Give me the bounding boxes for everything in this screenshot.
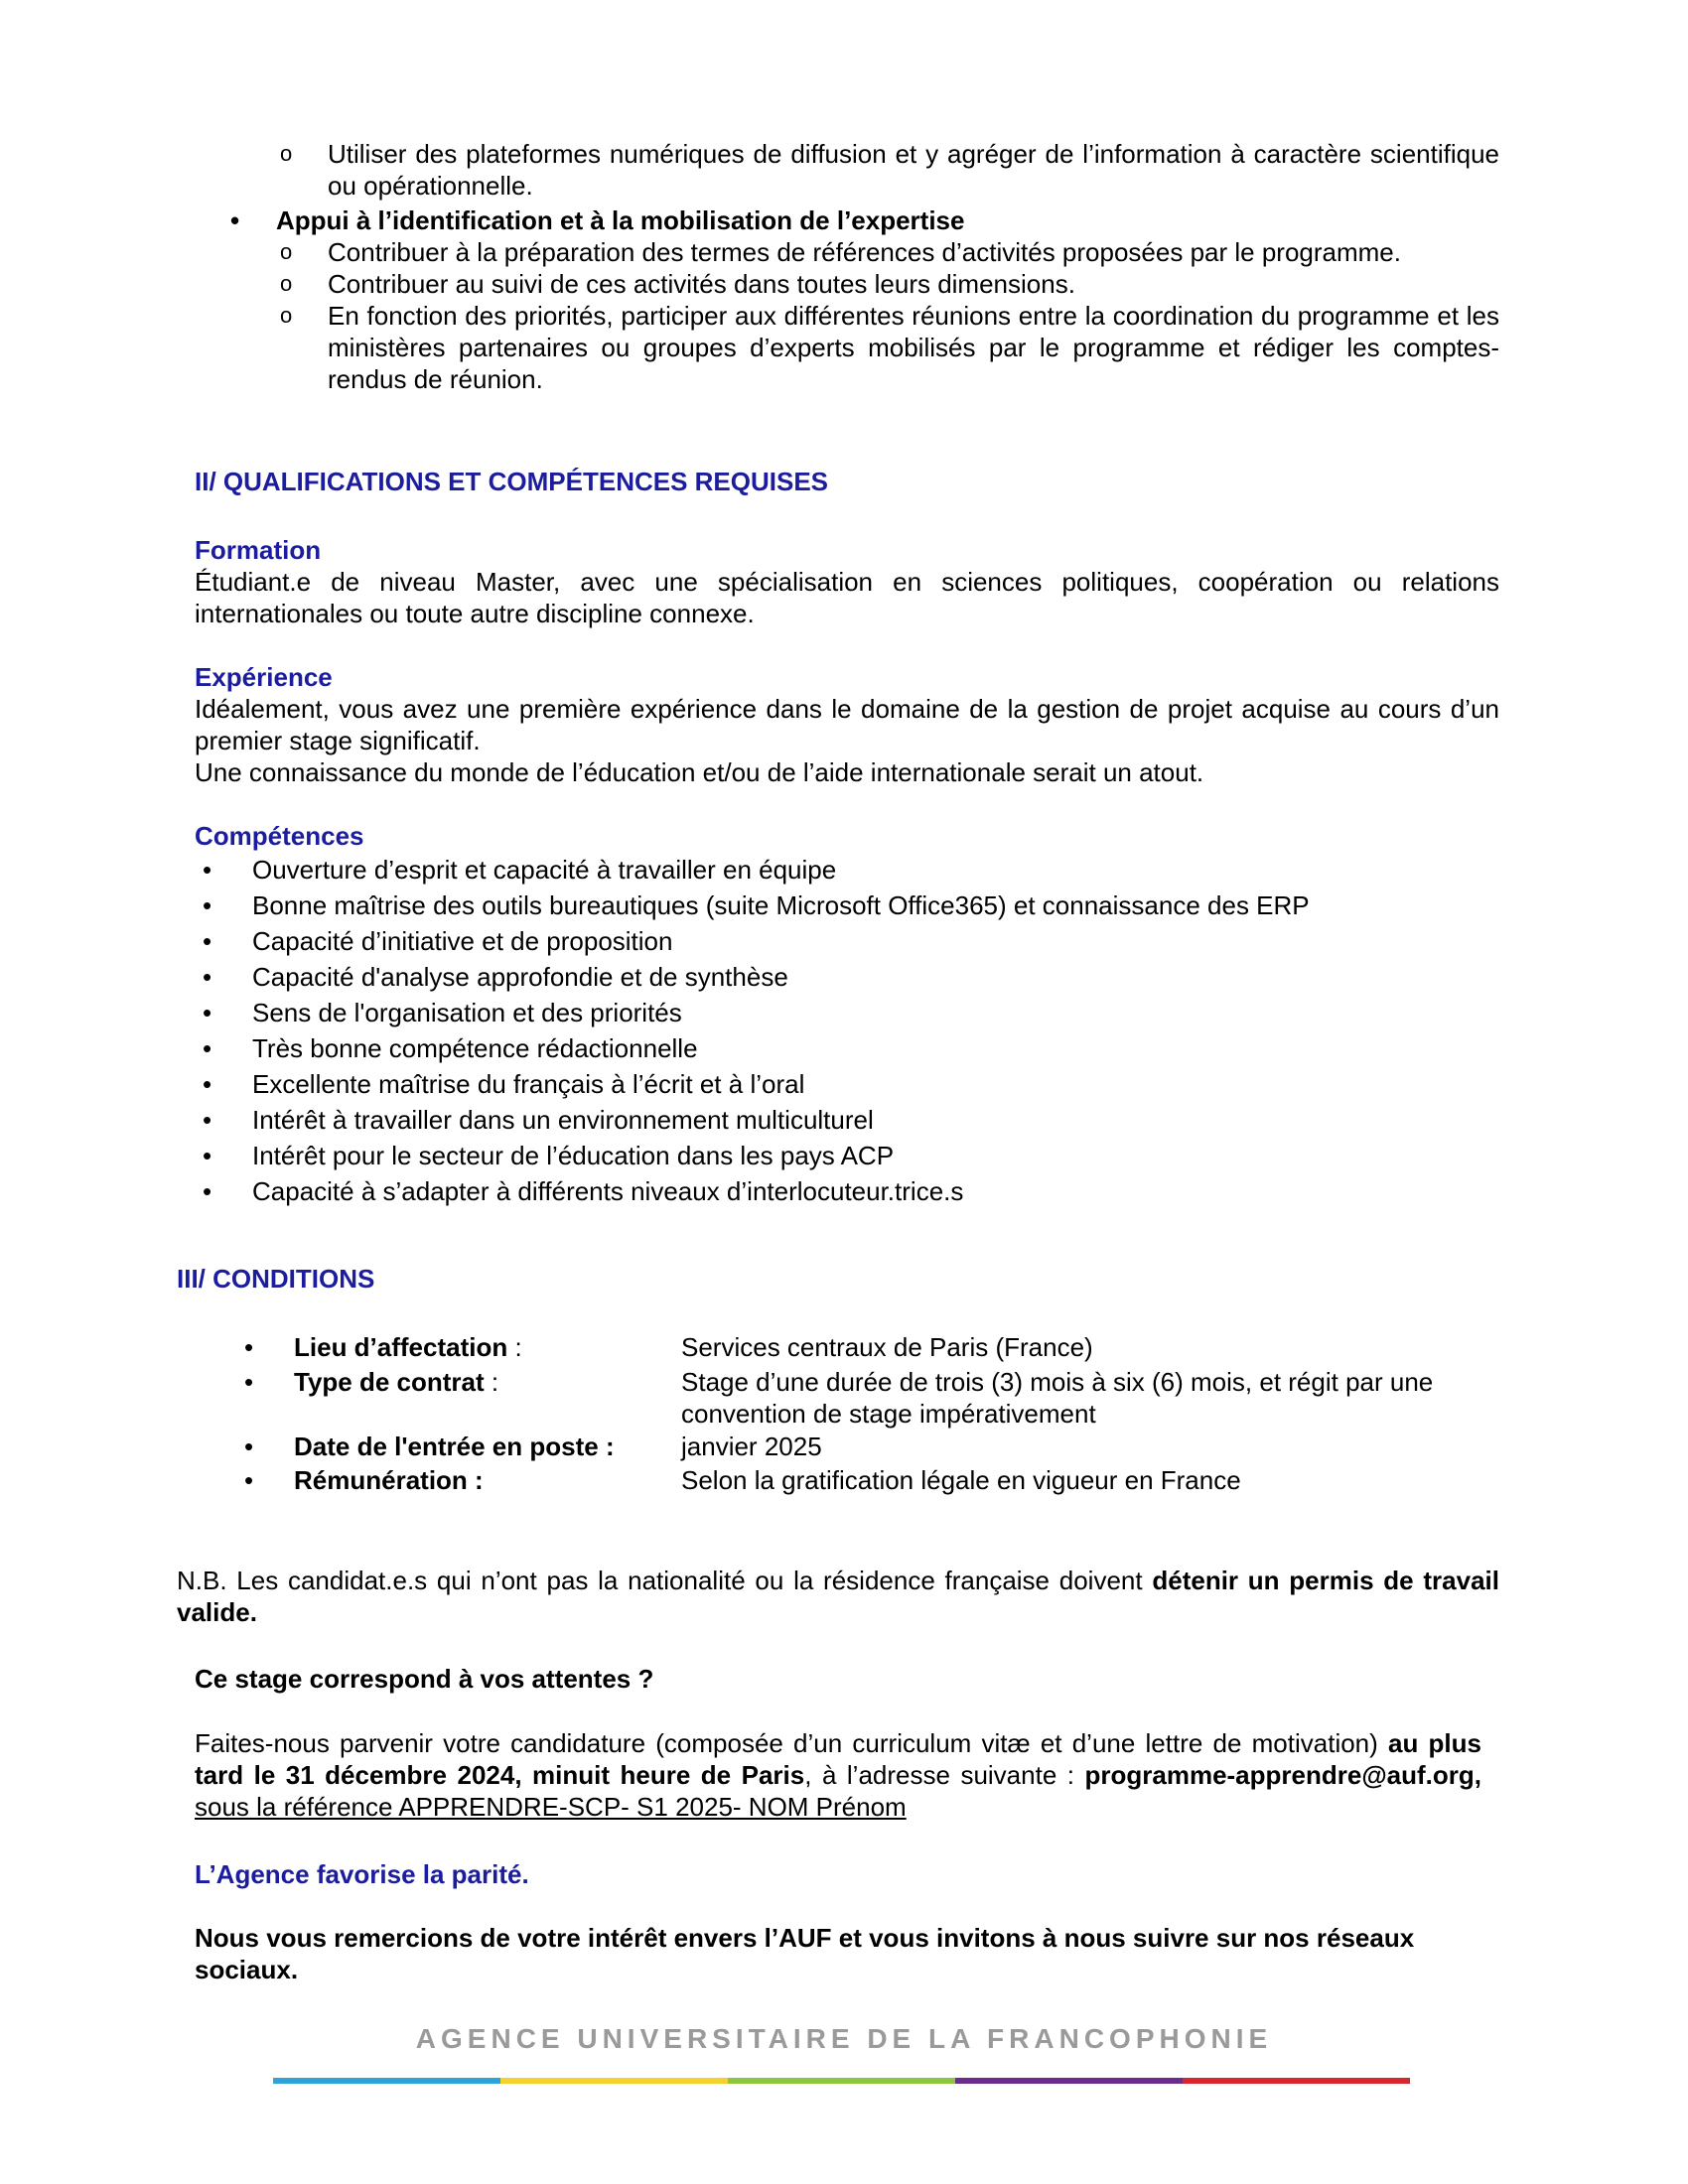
competence-item bbox=[203, 1032, 698, 1064]
sub-bullet-marker: o bbox=[280, 239, 293, 264]
competence-text: Sens de l'organisation et des priorités bbox=[252, 998, 682, 1027]
competence-text: Excellente maîtrise du français à l’écrit et à l’oral bbox=[252, 1069, 805, 1099]
task-sub-item-text: Contribuer à la préparation des termes de références d’activités proposées par le programme. bbox=[328, 237, 1401, 267]
experience-text: Idéalement, vous avez une première expérience dans le domaine de la gestion de projet acquise au cours d’un premier stage significatif. bbox=[195, 694, 1499, 755]
condition-label: Date de l'entrée en poste : bbox=[294, 1432, 615, 1461]
formation-text: Étudiant.e de niveau Master, avec une spécialisation en sciences politiques, coopération ou relations internationales ou toute autre discipline connexe. bbox=[195, 567, 1499, 628]
bullet-marker: • bbox=[203, 1033, 212, 1063]
thanks-statement: Nous vous remercions de votre intérêt envers l’AUF et vous invitons à nous suivre sur nos réseaux sociaux. bbox=[195, 1923, 1415, 1984]
condition-value: Services centraux de Paris (France) bbox=[681, 1332, 1093, 1362]
footer-bar-segment bbox=[728, 2078, 955, 2084]
application-question: Ce stage correspond à vos attentes ? bbox=[195, 1664, 654, 1694]
task-sub-item bbox=[280, 236, 1499, 268]
bullet-marker: • bbox=[244, 1432, 254, 1461]
competence-text: Bonne maîtrise des outils bureautiques (suite Microsoft Office365) et connaissance des ERP bbox=[252, 890, 1310, 920]
task-sub-item bbox=[280, 300, 1499, 395]
competence-item bbox=[203, 925, 673, 957]
condition-row bbox=[244, 1464, 1505, 1496]
bullet-marker: • bbox=[203, 1176, 212, 1206]
task-sub-item-text: En fonction des priorités, participer aux différentes réunions entre la coordination du programme et les ministères partenaires ou groupes d’experts mobilisés par le programme et rédiger les comptes-rendus de réunion. bbox=[328, 301, 1499, 394]
competence-text: Intérêt à travailler dans un environnement multiculturel bbox=[252, 1105, 874, 1135]
footer-bar-segment bbox=[273, 2078, 500, 2084]
competence-text: Ouverture d’esprit et capacité à travailler en équipe bbox=[252, 855, 837, 885]
condition-row bbox=[244, 1366, 1505, 1429]
sub-bullet-marker: o bbox=[280, 271, 293, 296]
competence-text: Capacité d’initiative et de proposition bbox=[252, 926, 673, 956]
task-sub-item bbox=[280, 268, 1499, 300]
condition-value: janvier 2025 bbox=[681, 1432, 822, 1461]
formation-title: Formation bbox=[195, 535, 322, 565]
footer-bar-segment bbox=[955, 2078, 1183, 2084]
competence-text: Intérêt pour le secteur de l’éducation dans les pays ACP bbox=[252, 1141, 895, 1170]
bullet-marker: • bbox=[203, 855, 212, 885]
section-heading-conditions: III/ CONDITIONS bbox=[177, 1264, 375, 1294]
task-bullet bbox=[230, 205, 965, 236]
bullet-marker: • bbox=[203, 998, 212, 1027]
nb-note: N.B. Les candidat.e.s qui n’ont pas la nationalité ou la résidence française doivent détenir un permis de travail valide. bbox=[177, 1566, 1499, 1627]
condition-label: Lieu d’affectation : bbox=[294, 1332, 522, 1362]
footer-bar-segment bbox=[1183, 2078, 1410, 2084]
condition-value: Stage d’une durée de trois (3) mois à six (6) mois, et régit par une convention de stage impérativement bbox=[681, 1367, 1434, 1429]
bullet-marker: • bbox=[244, 1332, 254, 1362]
condition-label: Rémunération : bbox=[294, 1465, 484, 1495]
competence-item bbox=[203, 1175, 964, 1207]
experience-text: Une connaissance du monde de l’éducation et/ou de l’aide internationale serait un atout. bbox=[195, 757, 1204, 787]
bullet-marker: • bbox=[203, 926, 212, 956]
section-heading-qualifications: II/ QUALIFICATIONS ET COMPÉTENCES REQUISES bbox=[195, 467, 829, 496]
competence-item bbox=[203, 997, 682, 1028]
competence-text: Capacité d'analyse approfondie et de synthèse bbox=[252, 962, 788, 992]
bullet-marker: • bbox=[203, 1069, 212, 1099]
footer-color-bar bbox=[273, 2078, 1410, 2084]
reference-text: sous la référence APPRENDRE-SCP- S1 2025- NOM Prénom bbox=[195, 1792, 907, 1822]
bullet-marker: • bbox=[203, 962, 212, 992]
parity-statement: L’Agence favorise la parité. bbox=[195, 1859, 529, 1889]
competence-item bbox=[203, 1068, 805, 1100]
bullet-marker: • bbox=[203, 890, 212, 920]
bullet-marker: • bbox=[203, 1105, 212, 1135]
experience-title: Expérience bbox=[195, 662, 333, 692]
bullet-marker: • bbox=[203, 1141, 212, 1170]
competence-text: Très bonne compétence rédactionnelle bbox=[252, 1033, 698, 1063]
bullet-marker: • bbox=[230, 205, 240, 235]
competence-item bbox=[203, 854, 837, 886]
competences-title: Compétences bbox=[195, 821, 364, 851]
competence-item bbox=[203, 961, 788, 993]
condition-row bbox=[244, 1331, 1505, 1363]
task-bullet-title: Appui à l’identification et à la mobilisation de l’expertise bbox=[276, 205, 965, 235]
task-sub-item-text: Contribuer au suivi de ces activités dans toutes leurs dimensions. bbox=[328, 269, 1075, 299]
footer-bar-segment bbox=[500, 2078, 728, 2084]
competence-item bbox=[203, 889, 1310, 921]
condition-row bbox=[244, 1431, 1505, 1462]
task-sub-item bbox=[280, 138, 1499, 202]
bullet-marker: • bbox=[244, 1465, 254, 1495]
competence-item bbox=[203, 1104, 874, 1136]
condition-value: Selon la gratification légale en vigueur en France bbox=[681, 1465, 1241, 1495]
competence-text: Capacité à s’adapter à différents niveaux d’interlocuteur.trice.s bbox=[252, 1176, 964, 1206]
footer-organization-name: AGENCE UNIVERSITAIRE DE LA FRANCOPHONIE bbox=[415, 2023, 1273, 2054]
competence-item bbox=[203, 1140, 895, 1171]
sub-bullet-marker: o bbox=[280, 303, 293, 328]
bullet-marker: • bbox=[244, 1367, 254, 1397]
sub-bullet-marker: o bbox=[280, 141, 293, 166]
condition-label: Type de contrat : bbox=[294, 1367, 499, 1397]
task-sub-item-text: Utiliser des plateformes numériques de diffusion et y agréger de l’information à caractère scientifique ou opérationnelle. bbox=[328, 139, 1499, 201]
application-instructions: Faites-nous parvenir votre candidature (composée d’un curriculum vitæ et d’une lettre de motivation) au plus tard le 31 décembre 2024, minuit heure de Paris, à l’adresse suivante : programme-apprendre@auf.org, sous la référence APPRENDRE-SCP- S1 2025- NOM Prénom bbox=[195, 1728, 1482, 1822]
